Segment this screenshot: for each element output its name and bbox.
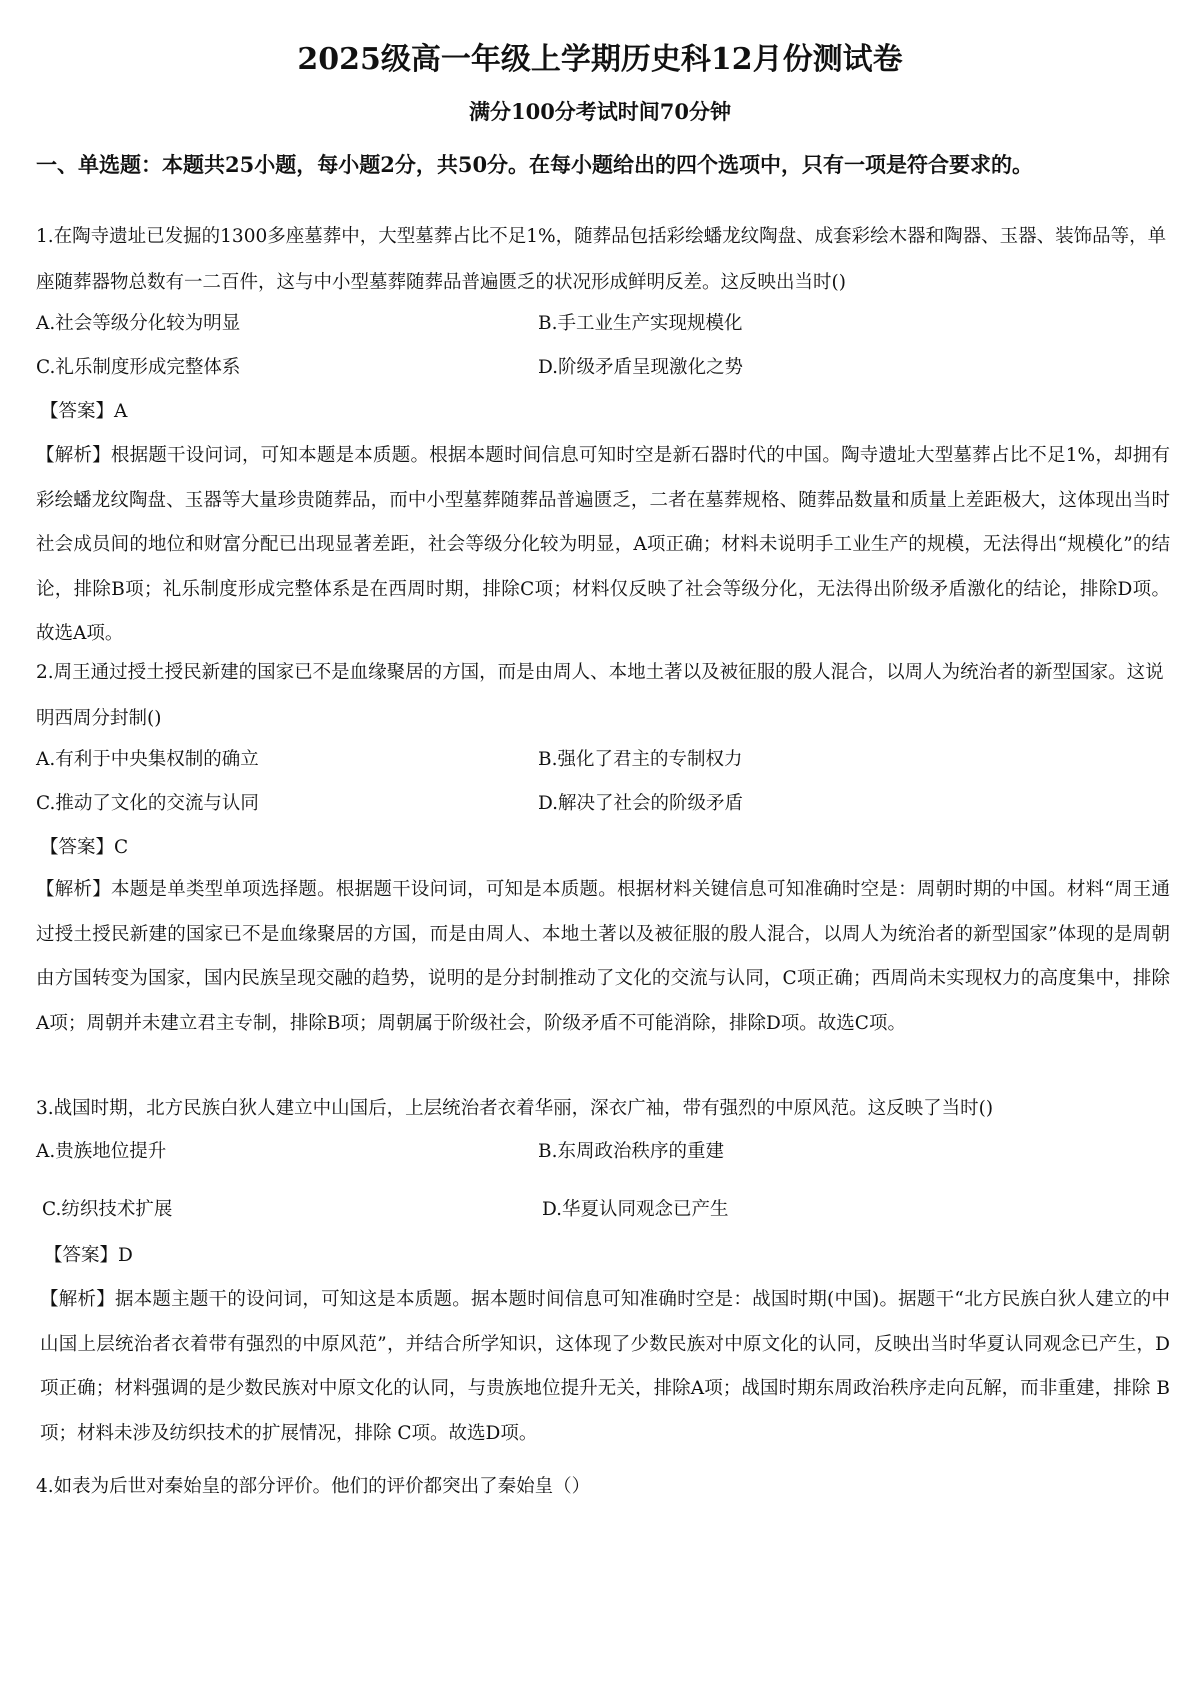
exam-title: 2025级高一年级上学期历史科12月份测试卷 <box>297 42 903 77</box>
question-3-option-c: C.纺织技术扩展 <box>42 1199 173 1220</box>
question-1-answer: 【答案】A <box>40 401 128 422</box>
question-1-explanation: 【解析】根据题干设问词，可知本题是本质题。根据本题时间信息可知时空是新石器时代的中国。陶寺遗址大型墓葬占比不足1%，却拥有彩绘蟠龙纹陶盘、玉器等大量珍贵随葬品，而中小型墓葬随葬品普遍匮乏，二者在墓葬规格、随葬品数量和质量上差距极大，这体现出当时社会成员间的地位和财富分配已出现显著差距，社会等级分化较为明显，A项正确；材料未说明手工业生产的规模，无法得出“规模化”的结论，排除B项；礼乐制度形成完整体系是在西周时期，排除C项；材料仅反映了社会等级分化，无法得出阶级矛盾激化的结论，排除D项。故选A项。 <box>36 445 1170 644</box>
question-2-option-d: D.解决了社会的阶级矛盾 <box>538 793 744 814</box>
question-2-option-a: A.有利于中央集权制的确立 <box>36 749 259 770</box>
exam-subtitle: 满分100分考试时间70分钟 <box>468 99 732 124</box>
question-2-stem: 2.周王通过授土授民新建的国家已不是血缘聚居的方国，而是由周人、本地土著以及被征服的殷人混合，以周人为统治者的新型国家。这说明西周分封制() <box>36 662 1164 729</box>
question-3-answer: 【答案】D <box>44 1245 133 1266</box>
question-3-option-d: D.华夏认同观念已产生 <box>542 1199 729 1220</box>
question-2-option-c: C.推动了文化的交流与认同 <box>36 793 259 814</box>
question-3-option-a: A.贵族地位提升 <box>36 1141 167 1162</box>
question-1-option-a: A.社会等级分化较为明显 <box>36 313 241 334</box>
section-heading: 一、单选题：本题共25小题，每小题2分，共50分。在每小题给出的四个选项中，只有一项是符合要求的。 <box>36 152 1034 177</box>
question-3-stem: 3.战国时期，北方民族白狄人建立中山国后，上层统治者衣着华丽，深衣广袖，带有强烈的中原风范。这反映了当时() <box>36 1098 994 1119</box>
question-2-answer: 【答案】C <box>40 837 129 858</box>
question-2-option-b: B.强化了君主的专制权力 <box>538 749 743 770</box>
question-1-option-c: C.礼乐制度形成完整体系 <box>36 357 241 378</box>
question-1-option-b: B.手工业生产实现规模化 <box>538 313 743 334</box>
question-3-explanation: 【解析】据本题主题干的设问词，可知这是本质题。据本题时间信息可知准确时空是：战国时期(中国)。据题干“北方民族白狄人建立的中山国上层统治者衣着带有强烈的中原风范”，并结合所学知识，这体现了少数民族对中原文化的认同，反映出当时华夏认同观念已产生，D项正确；材料强调的是少数民族对中原文化的认同，与贵族地位提升无关，排除A项；战国时期东周政治秩序走向瓦解，而非重建，排除 B项；材料未涉及纺织技术的扩展情况，排除 C项。故选D项。 <box>40 1289 1170 1444</box>
question-3-option-b: B.东周政治秩序的重建 <box>538 1141 724 1162</box>
question-2-explanation: 【解析】本题是单类型单项选择题。根据题干设问词，可知是本质题。根据材料关键信息可知准确时空是：周朝时期的中国。材料“周王通过授土授民新建的国家已不是血缘聚居的方国，而是由周人、本地土著以及被征服的殷人混合，以周人为统治者的新型国家”体现的是周朝由方国转变为国家，国内民族呈现交融的趋势，说明的是分封制推动了文化的交流与认同，C项正确；西周尚未实现权力的高度集中，排除A项；周朝并未建立君主专制，排除B项；周朝属于阶级社会，阶级矛盾不可能消除，排除D项。故选C项。 <box>36 879 1170 1034</box>
question-1-stem: 1.在陶寺遗址已发掘的1300多座墓葬中，大型墓葬占比不足1%，随葬品包括彩绘蟠龙纹陶盘、成套彩绘木器和陶器、玉器、装饰品等，单座随葬器物总数有一二百件，这与中小型墓葬随葬品普遍匮乏的状况形成鲜明反差。这反映出当时() <box>36 226 1167 293</box>
question-1-option-d: D.阶级矛盾呈现激化之势 <box>538 357 744 378</box>
question-4-stem: 4.如表为后世对秦始皇的部分评价。他们的评价都突出了秦始皇（） <box>36 1476 591 1497</box>
